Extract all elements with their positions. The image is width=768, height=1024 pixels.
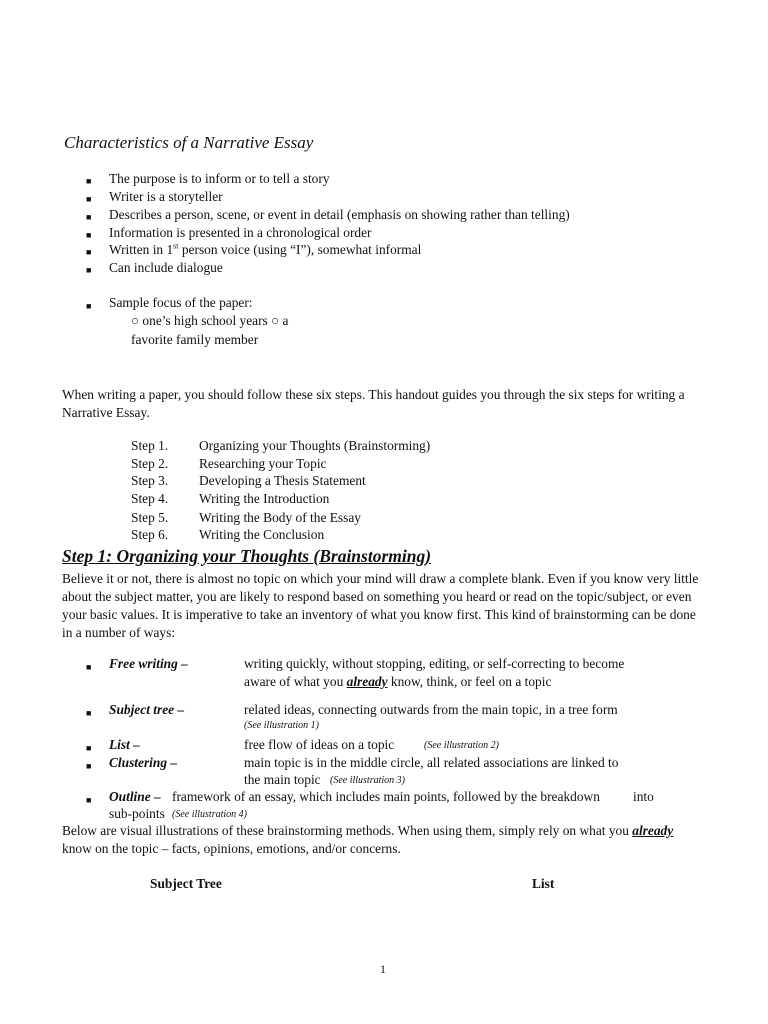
method-desc: sub-points — [109, 806, 165, 821]
list-item — [109, 241, 421, 259]
bullet-icon: ■ — [86, 247, 92, 257]
method-desc-part: know, think, or feel on a topic — [387, 674, 552, 689]
method-term-free-writing: Free writing – — [109, 656, 188, 671]
method-desc — [244, 673, 551, 691]
step-label: Step 1. — [131, 438, 169, 453]
page-number: 1 — [380, 962, 386, 976]
illustration-note: (See illustration 2) — [424, 740, 499, 751]
step-label: Step 3. — [131, 473, 169, 488]
list-item: Can include dialogue — [109, 260, 223, 275]
emphasis-already: already — [632, 823, 674, 838]
subject-tree-heading: Subject Tree — [150, 876, 222, 891]
sample-focus-label: Sample focus of the paper: — [109, 295, 253, 310]
section-heading-step1: Step 1: Organizing your Thoughts (Brainstorming) — [62, 546, 432, 566]
step-label: Step 2. — [131, 456, 169, 471]
method-term-list: List – — [109, 737, 140, 752]
method-desc: related ideas, connecting outwards from the main topic, in a tree form — [244, 702, 618, 717]
bullet-icon: ■ — [86, 761, 92, 771]
bullet-icon: ■ — [86, 230, 92, 240]
method-desc: framework of an essay, which includes main points, followed by the breakdown — [172, 789, 600, 804]
bullet-icon: ■ — [86, 795, 92, 805]
list-item: The purpose is to inform or to tell a story — [109, 171, 330, 186]
emphasis-already: already — [346, 674, 388, 689]
bullet-icon: ■ — [86, 743, 92, 753]
bullet-icon: ■ — [86, 708, 92, 718]
method-desc: the main topic — [244, 772, 321, 787]
written-sup: st — [173, 241, 179, 251]
illustration-note: (See illustration 3) — [330, 775, 405, 786]
step-label: Step 6. — [131, 527, 169, 542]
list-item: Writer is a storyteller — [109, 189, 223, 204]
method-term-outline: Outline – — [109, 789, 161, 804]
bullet-icon: ■ — [86, 301, 92, 311]
sample-focus-line: ○ one’s high school years ○ a — [131, 313, 289, 328]
step-text: Organizing your Thoughts (Brainstorming) — [199, 438, 431, 453]
step-text: Researching your Topic — [199, 456, 327, 471]
below-paragraph-line: know on the topic – facts, opinions, emotions, and/or concerns. — [62, 841, 401, 856]
list-heading: List — [532, 876, 555, 891]
step1-paragraph: Believe it or not, there is almost no topic on which your mind will draw a complete blank. Even if you know very little about the subject matter, you are likely to respond based on something you heard or read on the topic/subject, or even your basic values. It is imperative to take an inventory of what you know first. This kind of brainstorming can be done in a number of ways: — [62, 571, 699, 640]
list-item: Describes a person, scene, or event in detail (emphasis on showing rather than telling) — [109, 207, 570, 222]
step-label: Step 5. — [131, 510, 169, 525]
bullet-icon: ■ — [86, 265, 92, 275]
written-pre: Written in 1 — [109, 242, 174, 257]
step-text: Writing the Body of the Essay — [199, 510, 361, 525]
method-desc-part: aware of what you — [244, 674, 347, 689]
step-text: Writing the Conclusion — [199, 527, 325, 542]
sample-focus-line: favorite family member — [131, 332, 259, 347]
method-desc: writing quickly, without stopping, editing, or self-correcting to become — [244, 656, 625, 671]
bullet-icon: ■ — [86, 662, 92, 672]
bullet-icon: ■ — [86, 176, 92, 186]
below-paragraph-line — [62, 822, 673, 840]
illustration-note: (See illustration 4) — [172, 809, 247, 820]
list-item: Information is presented in a chronological order — [109, 225, 372, 240]
page-title: Characteristics of a Narrative Essay — [64, 133, 314, 152]
below-text: Below are visual illustrations of these brainstorming methods. When using them, simply rely on what you — [62, 823, 633, 838]
bullet-icon: ■ — [86, 212, 92, 222]
step-text: Developing a Thesis Statement — [199, 473, 366, 488]
illustration-note: (See illustration 1) — [244, 720, 319, 731]
step-text: Writing the Introduction — [199, 491, 330, 506]
method-term-subject-tree: Subject tree – — [109, 702, 185, 717]
step-label: Step 4. — [131, 491, 169, 506]
method-desc: main topic is in the middle circle, all related associations are linked to — [244, 755, 619, 770]
method-desc: into — [633, 789, 654, 804]
method-desc: free flow of ideas on a topic — [244, 737, 395, 752]
intro-paragraph: When writing a paper, you should follow these six steps. This handout guides you through the six steps for writing a Narrative Essay. — [62, 387, 685, 420]
written-post: person voice (using “I”), somewhat informal — [178, 242, 422, 257]
method-term-clustering: Clustering – — [109, 755, 178, 770]
bullet-icon: ■ — [86, 194, 92, 204]
